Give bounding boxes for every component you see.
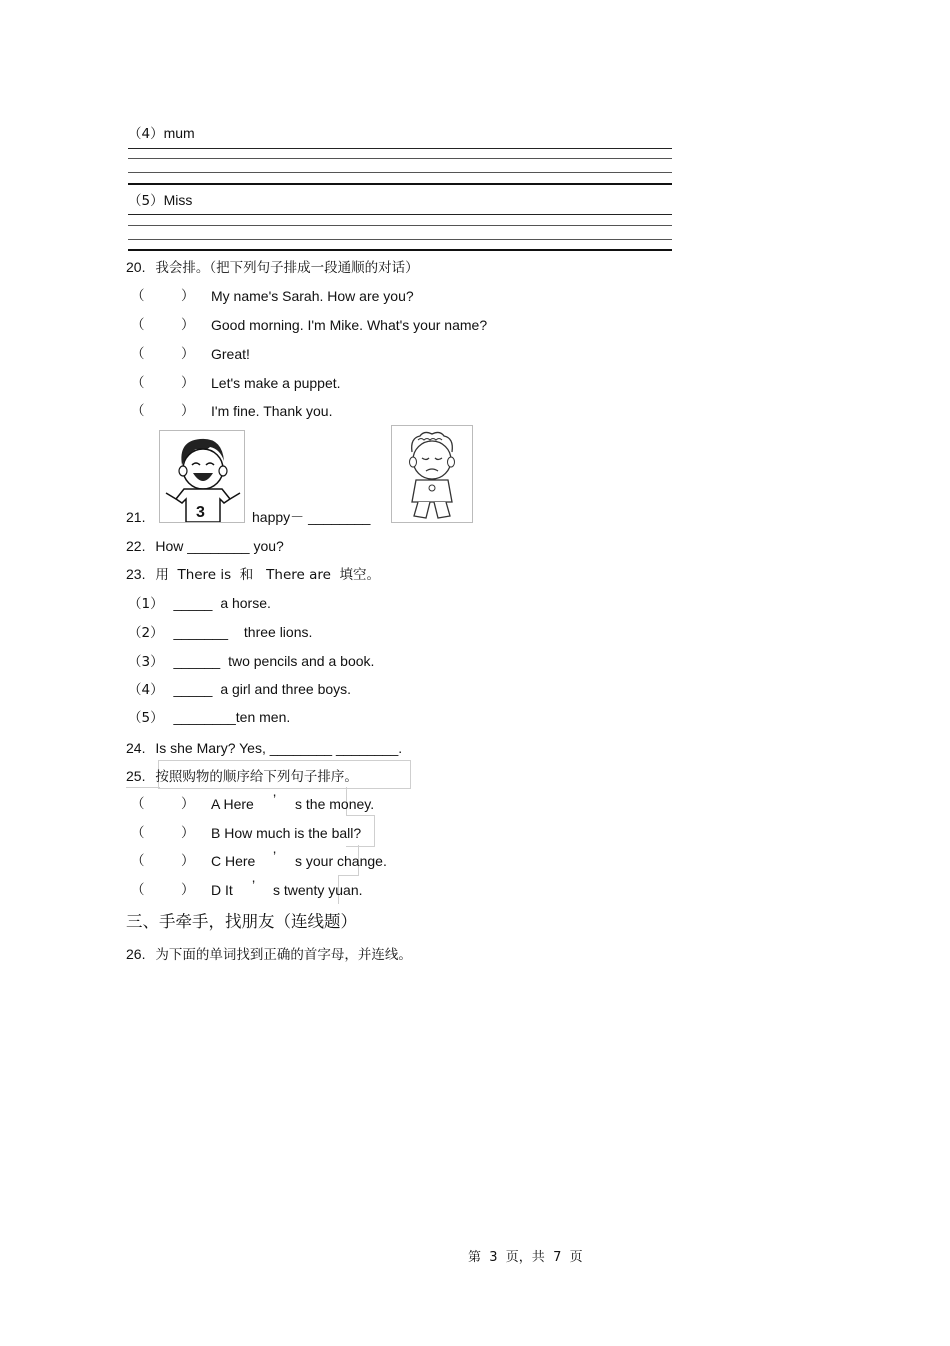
sentence: I'm fine. Thank you.: [211, 403, 333, 419]
sentence: Great!: [211, 346, 250, 362]
q21-answer: happy－ ________: [252, 509, 371, 525]
q23-item: （2） _______ three lions.: [128, 624, 313, 641]
answer-blank[interactable]: ________: [187, 538, 250, 554]
answer-paren-open[interactable]: （: [131, 375, 145, 391]
q23-item: （4） _____ a girl and three boys.: [128, 681, 352, 698]
answer-blank[interactable]: ________: [173, 709, 236, 725]
scan-frame: [126, 787, 160, 789]
q25-heading: 25. 按照购物的顺序给下列句子排序。: [126, 768, 358, 785]
answer-paren-open[interactable]: （: [131, 403, 145, 419]
answer-paren-open[interactable]: （: [131, 346, 145, 362]
answer-blank[interactable]: _____: [173, 595, 213, 611]
laughing-boy-picture: [159, 430, 245, 523]
writing-line: [128, 249, 672, 251]
writing-line: [128, 148, 672, 149]
writing-line: [128, 239, 672, 240]
q19-item4: （4）mum: [128, 125, 195, 142]
answer-blank[interactable]: _____: [173, 681, 213, 697]
sad-boy-picture: [391, 425, 473, 523]
q23-item: （1） _____ a horse.: [128, 595, 271, 612]
answer-paren-open[interactable]: （: [131, 796, 145, 812]
q22: 22. How ________ you?: [126, 538, 284, 554]
answer-paren-open[interactable]: （: [131, 882, 145, 898]
q21-number: 21.: [126, 509, 146, 525]
answer-paren-close: ）: [181, 403, 195, 419]
q19-item5: （5）Miss: [128, 192, 193, 209]
answer-paren-open[interactable]: （: [131, 317, 145, 333]
answer-paren-close: ）: [181, 853, 195, 869]
answer-paren-close: ）: [181, 375, 195, 391]
sentence: Good morning. I'm Mike. What's your name?: [211, 317, 488, 333]
answer-paren-close: ）: [181, 288, 195, 304]
writing-line: [128, 225, 672, 226]
answer-paren-open[interactable]: （: [131, 825, 145, 841]
sentence: Let's make a puppet.: [211, 375, 341, 391]
sad-boy-icon: [392, 426, 472, 522]
section-title: 三、手牵手，找朋友（连线题）: [126, 912, 357, 931]
answer-paren-close: ）: [181, 796, 195, 812]
page-footer: 第 3 页，共 7 页: [468, 1250, 583, 1265]
answer-paren-open[interactable]: （: [131, 853, 145, 869]
writing-line: [128, 183, 672, 185]
q23-heading: 23. 用 There is 和 There are 填空。: [126, 566, 381, 583]
q24: 24. Is she Mary? Yes, ________ ________.: [126, 740, 403, 756]
answer-blank[interactable]: ______: [173, 653, 221, 669]
q20-heading: 20. 我会排。（把下列句子排成一段通顺的对话）: [126, 259, 419, 276]
q23-item: （3） ______ two pencils and a book.: [128, 653, 375, 670]
writing-line: [128, 172, 672, 173]
laughing-boy-icon: [160, 431, 244, 522]
answer-blank[interactable]: ________: [308, 509, 371, 525]
answer-blank[interactable]: _______: [173, 624, 228, 640]
answer-blank[interactable]: ________: [335, 740, 399, 756]
svg-text:3: 3: [196, 504, 205, 521]
sentence: My name's Sarah. How are you?: [211, 288, 414, 304]
answer-paren-close: ）: [181, 317, 195, 333]
q23-item: （5） ________ten men.: [128, 709, 291, 726]
q26-heading: 26. 为下面的单词找到正确的首字母，并连线。: [126, 946, 412, 963]
answer-paren-close: ）: [181, 882, 195, 898]
answer-blank[interactable]: ________: [269, 740, 333, 756]
answer-paren-close: ）: [181, 825, 195, 841]
writing-line: [128, 158, 672, 159]
writing-line: [128, 214, 672, 215]
answer-paren-open[interactable]: （: [131, 288, 145, 304]
answer-paren-close: ）: [181, 346, 195, 362]
